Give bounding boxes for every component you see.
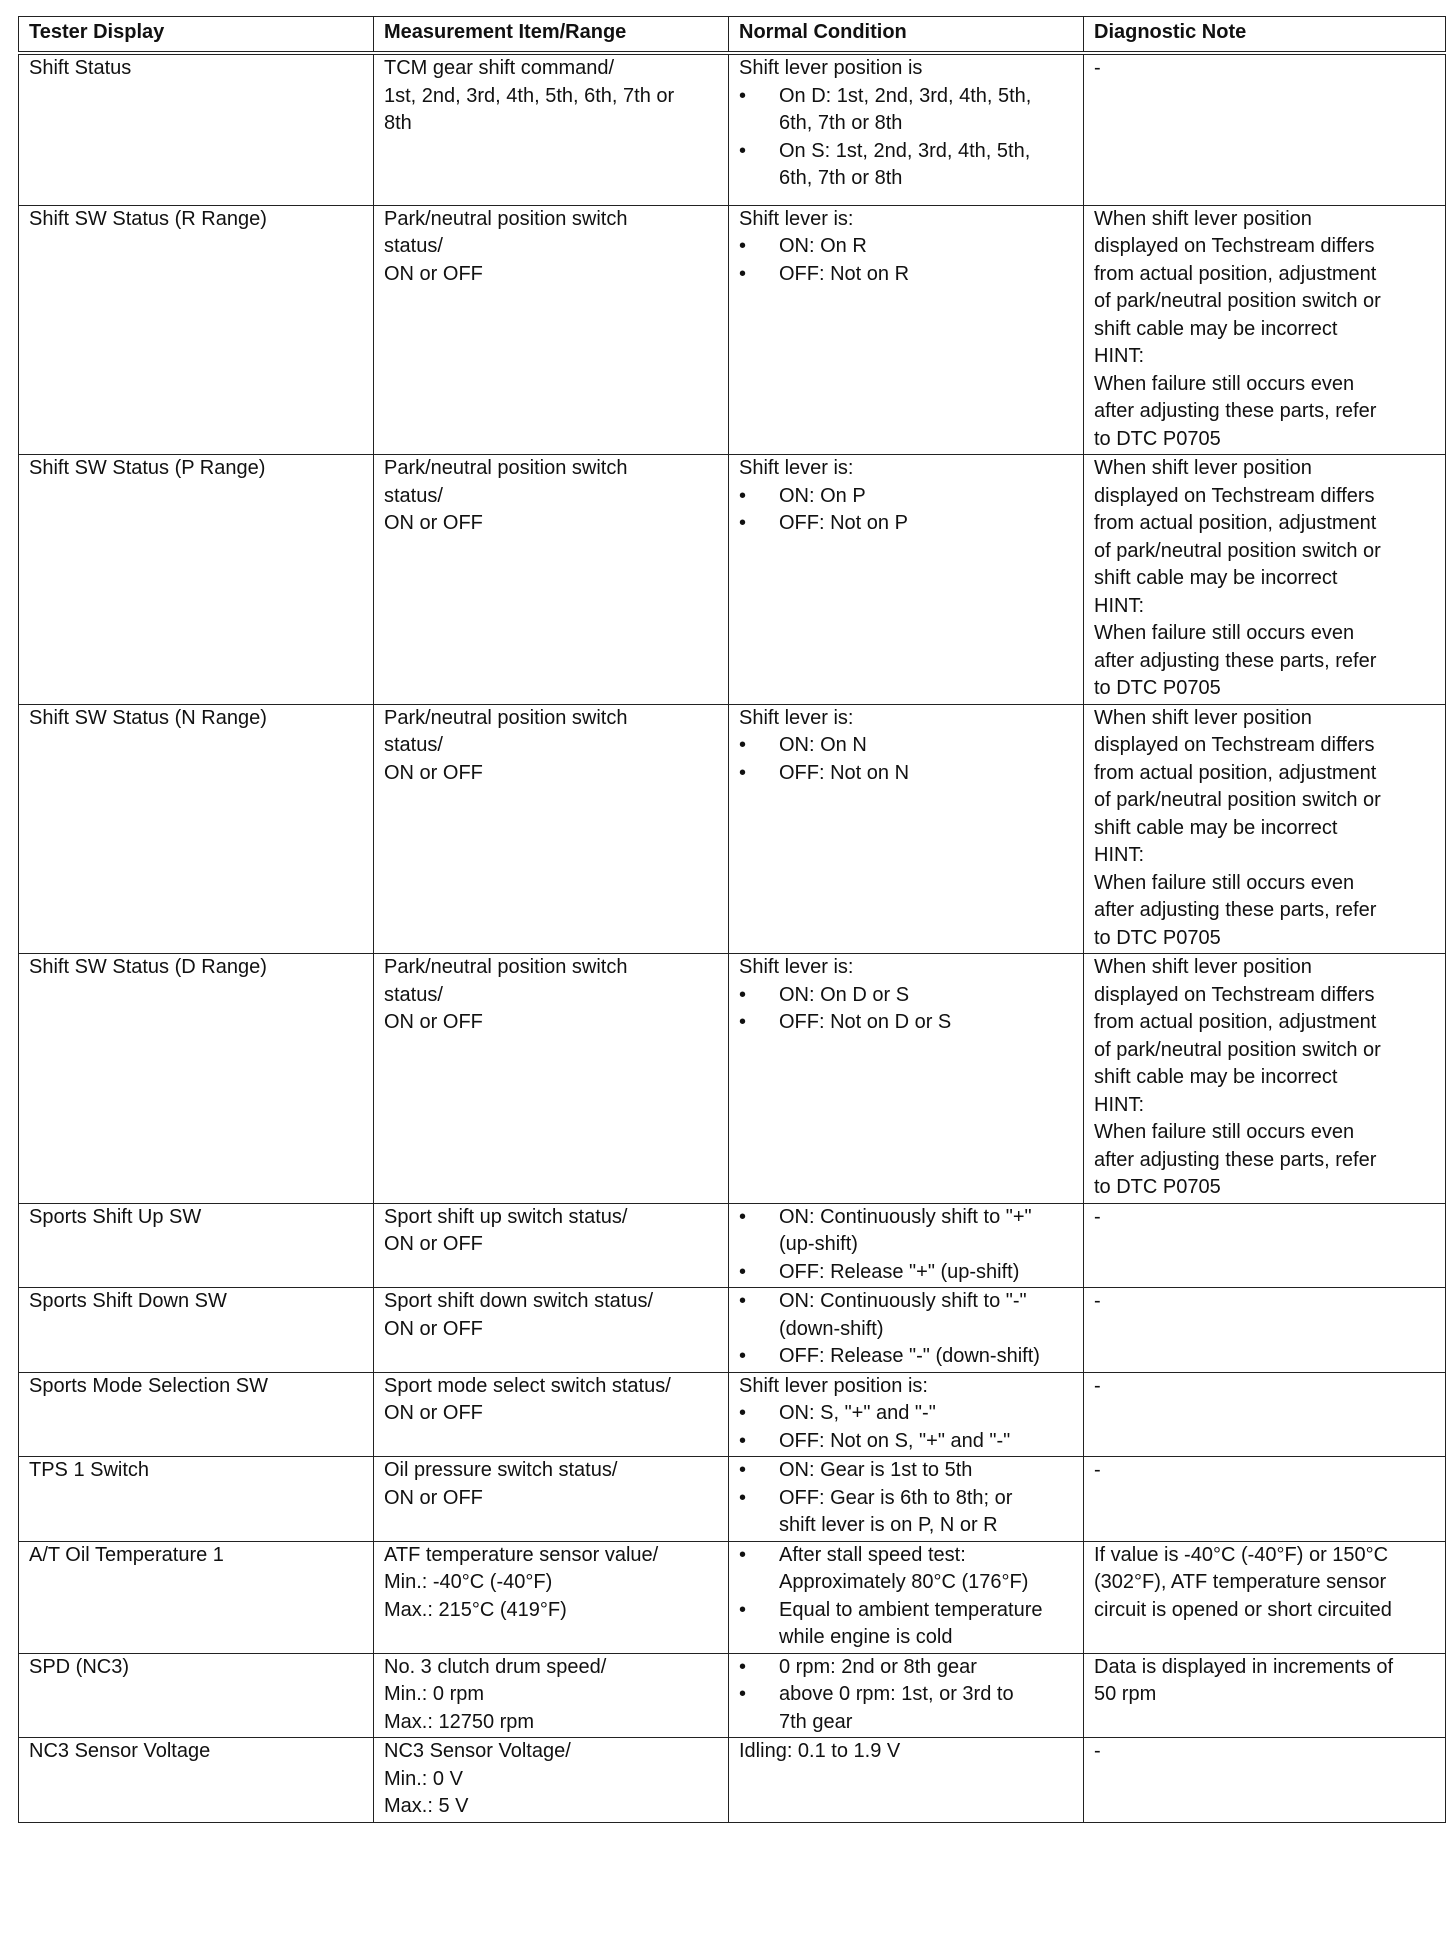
cell-tester-display: SPD (NC3) (19, 1653, 374, 1738)
condition-item (739, 1259, 1075, 1287)
table-row (19, 53, 1446, 205)
condition-item (739, 1288, 1075, 1343)
table-row (19, 205, 1446, 455)
condition-item (739, 483, 1075, 511)
note-line: displayed on Techstream differs (1094, 484, 1375, 507)
condition-line: • OFF: Release "-" (down-shift) (779, 1345, 1040, 1367)
condition-list (739, 83, 1075, 193)
cell-normal-condition (729, 704, 1084, 954)
measurement-line: No. 3 clutch drum speed/ (384, 1655, 607, 1678)
note-line: after adjusting these parts, refer (1094, 899, 1377, 921)
cell-diagnostic-note (1084, 1457, 1446, 1542)
condition-item (739, 1457, 1075, 1485)
cell-diagnostic-note (1084, 1653, 1446, 1738)
table-row (19, 1457, 1446, 1542)
condition-heading: Shift lever position is (739, 57, 923, 79)
condition-item (739, 1400, 1075, 1428)
condition-list (739, 1288, 1075, 1371)
cell-diagnostic-note (1084, 1372, 1446, 1457)
measurement-line: status/ (384, 983, 443, 1006)
cell-measurement-item (374, 1541, 729, 1653)
note-line: (302°F), ATF temperature sensor (1094, 1571, 1387, 1593)
measurement-line: Park/neutral position switch (384, 207, 628, 230)
note-line: When shift lever position (1094, 706, 1312, 729)
cell-measurement-item (374, 1738, 729, 1823)
condition-item (739, 1681, 1075, 1736)
cell-diagnostic-note (1084, 205, 1446, 455)
condition-heading: Idling: 0.1 to 1.9 V (739, 1740, 901, 1762)
measurement-line: status/ (384, 734, 443, 756)
note-line: HINT: (1094, 594, 1144, 617)
measurement-line: Min.: 0 V (384, 1767, 463, 1790)
measurement-line: ON or OFF (384, 1011, 483, 1033)
note-line: from actual position, adjustment (1094, 262, 1377, 285)
note-line: after adjusting these parts, refer (1094, 400, 1377, 422)
cell-diagnostic-note (1084, 1541, 1446, 1653)
condition-heading: Shift lever position is: (739, 1374, 928, 1397)
condition-line: while engine is cold (779, 1626, 953, 1648)
condition-line: • ON: Continuously shift to "-" (779, 1290, 1027, 1312)
cell-diagnostic-note (1084, 53, 1446, 205)
condition-line: • above 0 rpm: 1st, or 3rd to (779, 1683, 1014, 1705)
condition-line: • ON: On P (779, 484, 866, 507)
condition-line: • 0 rpm: 2nd or 8th gear (779, 1655, 977, 1678)
note-line: When shift lever position (1094, 207, 1312, 230)
measurement-line: ON or OFF (384, 1233, 483, 1255)
cell-tester-display: TPS 1 Switch (19, 1457, 374, 1542)
cell-measurement-item (374, 1372, 729, 1457)
condition-item (739, 1428, 1075, 1456)
cell-measurement-item (374, 704, 729, 954)
cell-diagnostic-note (1084, 1288, 1446, 1373)
table-row (19, 1372, 1446, 1457)
condition-line: • ON: On N (779, 734, 867, 756)
note-line: displayed on Techstream differs (1094, 983, 1375, 1006)
cell-tester-display: Sports Mode Selection SW (19, 1372, 374, 1457)
cell-diagnostic-note (1084, 455, 1446, 705)
note-line: from actual position, adjustment (1094, 761, 1377, 784)
condition-line: (down-shift) (779, 1317, 884, 1340)
header-row (19, 17, 1446, 54)
measurement-line: Park/neutral position switch (384, 457, 628, 479)
measurement-line: NC3 Sensor Voltage/ (384, 1740, 571, 1762)
condition-line: Approximately 80°C (176°F) (779, 1571, 1029, 1593)
note-line: of park/neutral position switch or (1094, 1038, 1381, 1061)
table-row (19, 1288, 1446, 1373)
note-line: - (1094, 1374, 1101, 1397)
note-line: after adjusting these parts, refer (1094, 1148, 1377, 1171)
cell-normal-condition (729, 954, 1084, 1204)
table-body (19, 53, 1446, 1822)
note-line: When failure still occurs even (1094, 622, 1355, 644)
cell-normal-condition (729, 1372, 1084, 1457)
condition-line: • On S: 1st, 2nd, 3rd, 4th, 5th, (779, 139, 1031, 162)
condition-list (739, 1204, 1075, 1287)
note-line: of park/neutral position switch or (1094, 539, 1381, 562)
condition-heading: Shift lever is: (739, 956, 854, 978)
measurement-line: ON or OFF (384, 1402, 483, 1424)
note-line: to DTC P0705 (1094, 427, 1221, 450)
cell-normal-condition (729, 1738, 1084, 1823)
condition-line: • OFF: Not on R (779, 262, 910, 285)
table-row (19, 954, 1446, 1204)
condition-line: • ON: On R (779, 235, 867, 257)
note-line: to DTC P0705 (1094, 1176, 1221, 1198)
note-line: HINT: (1094, 345, 1144, 367)
condition-item (739, 1204, 1075, 1259)
measurement-line: ON or OFF (384, 1486, 483, 1509)
note-line: shift cable may be incorrect (1094, 1066, 1338, 1088)
note-line: When failure still occurs even (1094, 372, 1355, 395)
note-line: to DTC P0705 (1094, 677, 1221, 699)
condition-line: shift lever is on P, N or R (779, 1514, 998, 1536)
condition-item (739, 83, 1075, 138)
condition-list (739, 1654, 1075, 1737)
condition-list (739, 1542, 1075, 1652)
condition-line: • ON: On D or S (779, 983, 910, 1006)
data-list-table (18, 16, 1446, 1823)
note-line: of park/neutral position switch or (1094, 789, 1381, 811)
note-line: from actual position, adjustment (1094, 512, 1377, 534)
condition-line: • On D: 1st, 2nd, 3rd, 4th, 5th, (779, 84, 1032, 107)
measurement-line: Sport shift up switch status/ (384, 1205, 628, 1228)
note-line: - (1094, 1459, 1101, 1481)
note-line: - (1094, 1290, 1101, 1312)
measurement-line: ATF temperature sensor value/ (384, 1543, 659, 1566)
condition-item (739, 261, 1075, 289)
cell-tester-display: NC3 Sensor Voltage (19, 1738, 374, 1823)
condition-line: • After stall speed test: (779, 1543, 966, 1566)
cell-measurement-item (374, 1653, 729, 1738)
cell-measurement-item (374, 1203, 729, 1288)
condition-line: • ON: Continuously shift to "+" (779, 1205, 1032, 1228)
condition-line: 6th, 7th or 8th (779, 112, 903, 134)
cell-measurement-item (374, 954, 729, 1204)
measurement-line: TCM gear shift command/ (384, 57, 615, 79)
note-line: displayed on Techstream differs (1094, 235, 1375, 257)
note-line: - (1094, 1740, 1101, 1762)
condition-line: • Equal to ambient temperature (779, 1598, 1043, 1621)
cell-tester-display: Sports Shift Down SW (19, 1288, 374, 1373)
cell-diagnostic-note (1084, 704, 1446, 954)
cell-measurement-item (374, 53, 729, 205)
measurement-line: Max.: 215°C (419°F) (384, 1598, 567, 1621)
document-page (18, 16, 1445, 1823)
measurement-line: Min.: 0 rpm (384, 1683, 485, 1705)
condition-line: • OFF: Not on P (779, 512, 908, 534)
column-header-measurement-item: Measurement Item/Range (374, 17, 729, 54)
column-header-tester-display: Tester Display (19, 17, 374, 54)
cell-normal-condition (729, 53, 1084, 205)
condition-item (739, 1654, 1075, 1682)
note-line: When shift lever position (1094, 457, 1312, 479)
note-line: When shift lever position (1094, 956, 1312, 978)
table-row (19, 1653, 1446, 1738)
note-line: of park/neutral position switch or (1094, 290, 1381, 312)
measurement-line: Sport mode select switch status/ (384, 1374, 671, 1397)
measurement-line: Park/neutral position switch (384, 956, 628, 978)
note-line: - (1094, 57, 1101, 79)
note-line: 50 rpm (1094, 1683, 1157, 1705)
measurement-line: 8th (384, 112, 412, 134)
condition-item (739, 510, 1075, 538)
column-header-normal-condition: Normal Condition (729, 17, 1084, 54)
condition-line: • OFF: Not on D or S (779, 1011, 952, 1033)
cell-measurement-item (374, 1288, 729, 1373)
condition-item (739, 233, 1075, 261)
cell-tester-display: A/T Oil Temperature 1 (19, 1541, 374, 1653)
cell-normal-condition (729, 1541, 1084, 1653)
note-line: Data is displayed in increments of (1094, 1655, 1394, 1678)
measurement-line: ON or OFF (384, 512, 483, 534)
condition-list (739, 732, 1075, 787)
condition-line: • OFF: Gear is 6th to 8th; or (779, 1486, 1013, 1509)
note-line: If value is -40°C (-40°F) or 150°C (1094, 1543, 1389, 1566)
note-line: When failure still occurs even (1094, 1121, 1355, 1143)
measurement-line: ON or OFF (384, 262, 483, 285)
note-line: circuit is opened or short circuited (1094, 1598, 1392, 1621)
measurement-line: Oil pressure switch status/ (384, 1459, 618, 1481)
cell-tester-display: Sports Shift Up SW (19, 1203, 374, 1288)
condition-item (739, 138, 1075, 193)
cell-measurement-item (374, 205, 729, 455)
note-line: shift cable may be incorrect (1094, 567, 1338, 589)
condition-heading: Shift lever is: (739, 706, 854, 729)
condition-list (739, 982, 1075, 1037)
condition-line: • OFF: Not on S, "+" and "-" (779, 1429, 1011, 1452)
note-line: from actual position, adjustment (1094, 1011, 1377, 1033)
table-row (19, 1541, 1446, 1653)
cell-diagnostic-note (1084, 954, 1446, 1204)
condition-item (739, 982, 1075, 1010)
note-line: displayed on Techstream differs (1094, 734, 1375, 756)
measurement-line: Max.: 12750 rpm (384, 1710, 535, 1733)
note-line: - (1094, 1205, 1101, 1228)
condition-list (739, 233, 1075, 288)
condition-item (739, 1009, 1075, 1037)
note-line: to DTC P0705 (1094, 926, 1221, 949)
column-header-diagnostic-note: Diagnostic Note (1084, 17, 1446, 54)
note-line: When failure still occurs even (1094, 871, 1355, 894)
cell-normal-condition (729, 205, 1084, 455)
cell-normal-condition (729, 455, 1084, 705)
measurement-line: status/ (384, 484, 443, 507)
condition-heading: Shift lever is: (739, 207, 854, 230)
cell-diagnostic-note (1084, 1738, 1446, 1823)
condition-item (739, 732, 1075, 760)
condition-line: 7th gear (779, 1710, 853, 1733)
measurement-line: ON or OFF (384, 1317, 483, 1340)
measurement-line: 1st, 2nd, 3rd, 4th, 5th, 6th, 7th or (384, 84, 675, 107)
cell-tester-display: Shift SW Status (R Range) (19, 205, 374, 455)
cell-normal-condition (729, 1457, 1084, 1542)
condition-item (739, 1485, 1075, 1540)
condition-list (739, 483, 1075, 538)
cell-normal-condition (729, 1653, 1084, 1738)
condition-line: • OFF: Release "+" (up-shift) (779, 1260, 1020, 1283)
measurement-line: ON or OFF (384, 761, 483, 784)
measurement-line: Max.: 5 V (384, 1795, 469, 1817)
condition-item (739, 1542, 1075, 1597)
condition-item (739, 760, 1075, 788)
condition-list (739, 1457, 1075, 1540)
table-row (19, 1203, 1446, 1288)
cell-tester-display: Shift Status (19, 53, 374, 205)
condition-heading: Shift lever is: (739, 457, 854, 479)
note-line: HINT: (1094, 844, 1144, 866)
condition-line: • ON: S, "+" and "-" (779, 1402, 936, 1424)
condition-list (739, 1400, 1075, 1455)
cell-measurement-item (374, 455, 729, 705)
note-line: shift cable may be incorrect (1094, 317, 1338, 340)
table-row (19, 1738, 1446, 1823)
note-line: after adjusting these parts, refer (1094, 649, 1377, 672)
cell-measurement-item (374, 1457, 729, 1542)
measurement-line: status/ (384, 235, 443, 257)
measurement-line: Park/neutral position switch (384, 706, 628, 729)
cell-diagnostic-note (1084, 1203, 1446, 1288)
note-line: shift cable may be incorrect (1094, 816, 1338, 839)
cell-tester-display: Shift SW Status (N Range) (19, 704, 374, 954)
cell-normal-condition (729, 1203, 1084, 1288)
condition-line: (up-shift) (779, 1233, 858, 1255)
condition-item (739, 1597, 1075, 1652)
measurement-line: Sport shift down switch status/ (384, 1290, 654, 1312)
cell-normal-condition (729, 1288, 1084, 1373)
condition-item (739, 1343, 1075, 1371)
cell-tester-display: Shift SW Status (D Range) (19, 954, 374, 1204)
note-line: HINT: (1094, 1093, 1144, 1116)
table-row (19, 704, 1446, 954)
condition-line: 6th, 7th or 8th (779, 167, 903, 189)
cell-tester-display: Shift SW Status (P Range) (19, 455, 374, 705)
condition-line: • OFF: Not on N (779, 761, 910, 784)
measurement-line: Min.: -40°C (-40°F) (384, 1571, 553, 1593)
condition-line: • ON: Gear is 1st to 5th (779, 1459, 973, 1481)
table-row (19, 455, 1446, 705)
